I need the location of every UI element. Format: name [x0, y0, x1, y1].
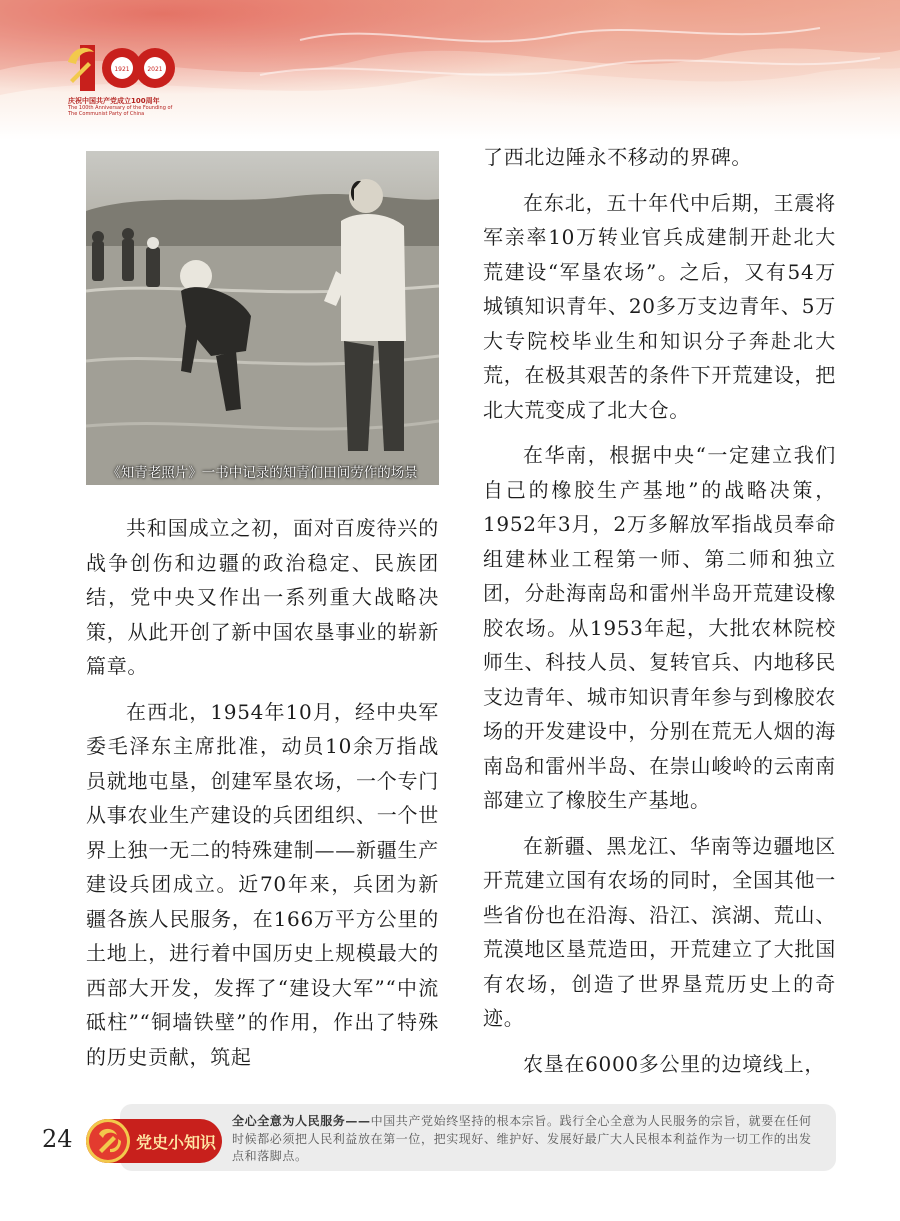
photo-caption: 《知青老照片》一书中记录的知青们田间劳作的场景 — [107, 465, 418, 481]
footer-knowledge-text — [232, 1113, 822, 1166]
paragraph: 在西北，1954年10月，经中央军委毛泽东主席批准，动员10余万指战员就地屯垦，创建军垦农场，一个专门从事农业生产建设的兵团组织、一个世界上独一无二的特殊建制——新疆生产建设兵团成立。近70年来，兵团为新疆各族人民服务，在166万平方公里的土地上，进行着中国历史上规模最大的西部大开发，发挥了“建设大军”“中流砥柱”“铜墙铁壁”的作用，作出了特殊的历史贡献，筑起 — [86, 699, 439, 1069]
historical-photo — [86, 151, 439, 485]
paragraph: 在新疆、黑龙江、华南等边疆地区开荒建立国有农场的同时，全国其他一些省份也在沿海、沿江、滨湖、荒山、荒漠地区垦荒造田，开荒建立了大批国有农场，创造了世界垦荒历史上的奇迹。 — [483, 833, 836, 1030]
logo-caption-cn: 庆祝中国共产党成立100周年 — [68, 97, 160, 105]
logo-year-start: 1921 — [114, 66, 130, 73]
article-column-right — [483, 140, 836, 1092]
rice-field-workers-photo — [86, 151, 439, 485]
badge-label: 党史小知识 — [136, 1133, 217, 1152]
logo-year-end: 2021 — [147, 66, 163, 73]
centenary-logo — [66, 42, 176, 122]
page-number: 24 — [42, 1125, 73, 1153]
article-column-left — [86, 511, 439, 1085]
party-emblem-icon — [86, 1119, 130, 1163]
knowledge-title: 全心全意为人民服务—— — [232, 1114, 371, 1128]
paragraph: 在华南，根据中央“一定建立我们自己的橡胶生产基地”的战略决策，1952年3月，2万多解放军指战员奉命组建林业工程第一师、第二师和独立团，分赴海南岛和雷州半岛开荒建设橡胶农场。从1953年起，大批农林院校师生、科技人员、复转官兵、内地移民支边青年、城市知识青年参与到橡胶农场的开发建设中，分别在荒无人烟的海南岛和雷州半岛、在崇山峻岭的云南南部建立了橡胶生产基地。 — [483, 443, 836, 812]
paragraph: 在东北，五十年代中后期，王震将军亲率10万转业官兵成建制开赴北大荒建设“军垦农场”。之后，又有54万城镇知识青年、20多万支边青年、5万大专院校毕业生和知识分子奔赴北大荒，在极其艰苦的条件下开荒建设，把北大荒变成了北大仓。 — [483, 190, 836, 422]
knowledge-body: 中国共产党始终坚持的根本宗旨。践行全心全意为人民服务的宗旨，就要在任何时候都必须把人民利益放在第一位，把实现好、维护好、发展好最广大人民根本利益作为一切工作的出发点和落脚点。 — [232, 1114, 812, 1163]
paragraph: 共和国成立之初，面对百废待兴的战争创伤和边疆的政治稳定、民族团结，党中央又作出一系列重大战略决策，从此开创了新中国农垦事业的崭新篇章。 — [86, 516, 439, 678]
logo-caption — [68, 97, 178, 117]
header-banner — [0, 0, 900, 140]
party-history-badge — [86, 1119, 222, 1163]
paragraph-continuation: 了西北边陲永不移动的界碑。 — [483, 145, 753, 169]
hammer-sickle-100-logo-icon — [66, 42, 176, 94]
logo-caption-en: The 100th Anniversary of the Founding of The Communist Party of China — [68, 105, 173, 117]
paragraph: 农垦在6000多公里的边境线上， — [523, 1051, 826, 1076]
